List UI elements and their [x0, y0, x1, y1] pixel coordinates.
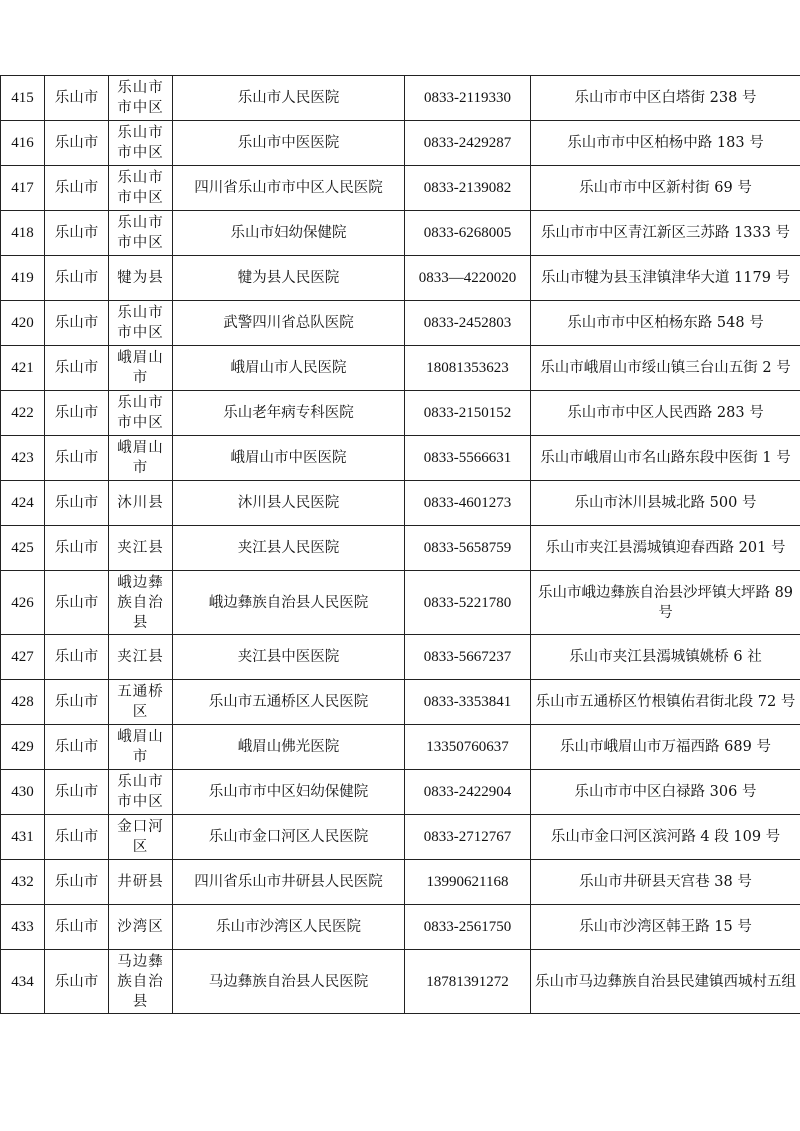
row-number: 426 — [1, 571, 45, 635]
row-number: 434 — [1, 950, 45, 1014]
phone-cell: 0833-2561750 — [405, 905, 531, 950]
row-number: 415 — [1, 76, 45, 121]
hospital-name-cell: 犍为县人民医院 — [173, 256, 405, 301]
table-row — [1, 256, 800, 301]
hospital-name-cell: 四川省乐山市井研县人民医院 — [173, 860, 405, 905]
address-cell: 乐山市五通桥区竹根镇佑君街北段 72 号 — [531, 680, 800, 725]
table-row — [1, 860, 800, 905]
county-cell: 夹江县 — [109, 526, 173, 571]
hospital-table — [0, 75, 800, 1014]
phone-cell: 18781391272 — [405, 950, 531, 1014]
address-cell: 乐山市市中区白塔街 238 号 — [531, 76, 800, 121]
hospital-name-cell: 峨眉山佛光医院 — [173, 725, 405, 770]
row-number: 429 — [1, 725, 45, 770]
row-number: 422 — [1, 391, 45, 436]
table-row — [1, 770, 800, 815]
hospital-name-cell: 乐山市人民医院 — [173, 76, 405, 121]
table-row — [1, 166, 800, 211]
county-cell: 乐山市市中区 — [109, 121, 173, 166]
city-cell: 乐山市 — [45, 121, 109, 166]
city-cell: 乐山市 — [45, 680, 109, 725]
row-number: 416 — [1, 121, 45, 166]
row-number: 425 — [1, 526, 45, 571]
row-number: 430 — [1, 770, 45, 815]
address-cell: 乐山市市中区新村街 69 号 — [531, 166, 800, 211]
phone-cell: 13990621168 — [405, 860, 531, 905]
table-row — [1, 391, 800, 436]
county-cell: 夹江县 — [109, 635, 173, 680]
address-cell: 乐山市沐川县城北路 500 号 — [531, 481, 800, 526]
table-row — [1, 950, 800, 1014]
hospital-name-cell: 沐川县人民医院 — [173, 481, 405, 526]
city-cell: 乐山市 — [45, 571, 109, 635]
phone-cell: 18081353623 — [405, 346, 531, 391]
city-cell: 乐山市 — [45, 770, 109, 815]
county-cell: 乐山市市中区 — [109, 301, 173, 346]
hospital-name-cell: 马边彝族自治县人民医院 — [173, 950, 405, 1014]
phone-cell: 0833-5221780 — [405, 571, 531, 635]
phone-cell: 0833-2119330 — [405, 76, 531, 121]
address-cell: 乐山市市中区柏杨东路 548 号 — [531, 301, 800, 346]
hospital-name-cell: 乐山市金口河区人民医院 — [173, 815, 405, 860]
table-row — [1, 346, 800, 391]
address-cell: 乐山市井研县天宫巷 38 号 — [531, 860, 800, 905]
city-cell: 乐山市 — [45, 481, 109, 526]
hospital-name-cell: 乐山市妇幼保健院 — [173, 211, 405, 256]
phone-cell: 0833-4601273 — [405, 481, 531, 526]
address-cell: 乐山市市中区人民西路 283 号 — [531, 391, 800, 436]
row-number: 417 — [1, 166, 45, 211]
row-number: 431 — [1, 815, 45, 860]
phone-cell: 0833-2150152 — [405, 391, 531, 436]
table-row — [1, 526, 800, 571]
table-row — [1, 635, 800, 680]
phone-cell: 0833-3353841 — [405, 680, 531, 725]
hospital-name-cell: 乐山市市中区妇幼保健院 — [173, 770, 405, 815]
phone-cell: 0833-2712767 — [405, 815, 531, 860]
row-number: 420 — [1, 301, 45, 346]
address-cell: 乐山市夹江县漹城镇迎春西路 201 号 — [531, 526, 800, 571]
city-cell: 乐山市 — [45, 301, 109, 346]
address-cell: 乐山市峨眉山市名山路东段中医街 1 号 — [531, 436, 800, 481]
row-number: 421 — [1, 346, 45, 391]
table-row — [1, 815, 800, 860]
hospital-name-cell: 乐山市沙湾区人民医院 — [173, 905, 405, 950]
county-cell: 沐川县 — [109, 481, 173, 526]
county-cell: 五通桥区 — [109, 680, 173, 725]
phone-cell: 0833-5667237 — [405, 635, 531, 680]
phone-cell: 0833-2452803 — [405, 301, 531, 346]
county-cell: 乐山市市中区 — [109, 76, 173, 121]
hospital-name-cell: 夹江县人民医院 — [173, 526, 405, 571]
hospital-name-cell: 乐山市中医医院 — [173, 121, 405, 166]
city-cell: 乐山市 — [45, 166, 109, 211]
city-cell: 乐山市 — [45, 391, 109, 436]
phone-cell: 0833-2422904 — [405, 770, 531, 815]
city-cell: 乐山市 — [45, 211, 109, 256]
hospital-name-cell: 峨边彝族自治县人民医院 — [173, 571, 405, 635]
county-cell: 乐山市市中区 — [109, 211, 173, 256]
city-cell: 乐山市 — [45, 725, 109, 770]
address-cell: 乐山市沙湾区韩王路 15 号 — [531, 905, 800, 950]
county-cell: 峨眉山市 — [109, 346, 173, 391]
county-cell: 峨眉山市 — [109, 436, 173, 481]
city-cell: 乐山市 — [45, 436, 109, 481]
city-cell: 乐山市 — [45, 526, 109, 571]
phone-cell: 0833—4220020 — [405, 256, 531, 301]
row-number: 428 — [1, 680, 45, 725]
table-row — [1, 301, 800, 346]
table-row — [1, 121, 800, 166]
row-number: 424 — [1, 481, 45, 526]
table-row — [1, 481, 800, 526]
address-cell: 乐山市市中区柏杨中路 183 号 — [531, 121, 800, 166]
county-cell: 金口河区 — [109, 815, 173, 860]
phone-cell: 0833-2139082 — [405, 166, 531, 211]
hospital-name-cell: 乐山市五通桥区人民医院 — [173, 680, 405, 725]
phone-cell: 0833-5658759 — [405, 526, 531, 571]
county-cell: 峨眉山市 — [109, 725, 173, 770]
address-cell: 乐山市夹江县漹城镇姚桥 6 社 — [531, 635, 800, 680]
address-cell: 乐山市马边彝族自治县民建镇西城村五组 — [531, 950, 800, 1014]
row-number: 427 — [1, 635, 45, 680]
hospital-name-cell: 峨眉山市中医医院 — [173, 436, 405, 481]
phone-cell: 0833-5566631 — [405, 436, 531, 481]
city-cell: 乐山市 — [45, 76, 109, 121]
table-body — [1, 76, 800, 1014]
address-cell: 乐山市市中区白禄路 306 号 — [531, 770, 800, 815]
table-row — [1, 436, 800, 481]
county-cell: 井研县 — [109, 860, 173, 905]
county-cell: 犍为县 — [109, 256, 173, 301]
city-cell: 乐山市 — [45, 346, 109, 391]
address-cell: 乐山市金口河区滨河路 4 段 109 号 — [531, 815, 800, 860]
phone-cell: 13350760637 — [405, 725, 531, 770]
county-cell: 乐山市市中区 — [109, 391, 173, 436]
hospital-name-cell: 峨眉山市人民医院 — [173, 346, 405, 391]
address-cell: 乐山市市中区青江新区三苏路 1333 号 — [531, 211, 800, 256]
address-cell: 乐山市峨眉山市绥山镇三台山五街 2 号 — [531, 346, 800, 391]
county-cell: 乐山市市中区 — [109, 770, 173, 815]
row-number: 419 — [1, 256, 45, 301]
hospital-name-cell: 夹江县中医医院 — [173, 635, 405, 680]
address-cell: 乐山市峨眉山市万福西路 689 号 — [531, 725, 800, 770]
city-cell: 乐山市 — [45, 256, 109, 301]
county-cell: 峨边彝族自治县 — [109, 571, 173, 635]
phone-cell: 0833-2429287 — [405, 121, 531, 166]
city-cell: 乐山市 — [45, 635, 109, 680]
address-cell: 乐山市峨边彝族自治县沙坪镇大坪路 89 号 — [531, 571, 800, 635]
city-cell: 乐山市 — [45, 815, 109, 860]
table-row — [1, 680, 800, 725]
table-row — [1, 211, 800, 256]
phone-cell: 0833-6268005 — [405, 211, 531, 256]
row-number: 433 — [1, 905, 45, 950]
county-cell: 乐山市市中区 — [109, 166, 173, 211]
table-row — [1, 725, 800, 770]
address-cell: 乐山市犍为县玉津镇津华大道 1179 号 — [531, 256, 800, 301]
row-number: 423 — [1, 436, 45, 481]
hospital-name-cell: 武警四川省总队医院 — [173, 301, 405, 346]
county-cell: 马边彝族自治县 — [109, 950, 173, 1014]
table-row — [1, 905, 800, 950]
hospital-name-cell: 乐山老年病专科医院 — [173, 391, 405, 436]
table-row — [1, 571, 800, 635]
hospital-name-cell: 四川省乐山市市中区人民医院 — [173, 166, 405, 211]
city-cell: 乐山市 — [45, 905, 109, 950]
county-cell: 沙湾区 — [109, 905, 173, 950]
row-number: 418 — [1, 211, 45, 256]
table-row — [1, 76, 800, 121]
city-cell: 乐山市 — [45, 950, 109, 1014]
city-cell: 乐山市 — [45, 860, 109, 905]
row-number: 432 — [1, 860, 45, 905]
